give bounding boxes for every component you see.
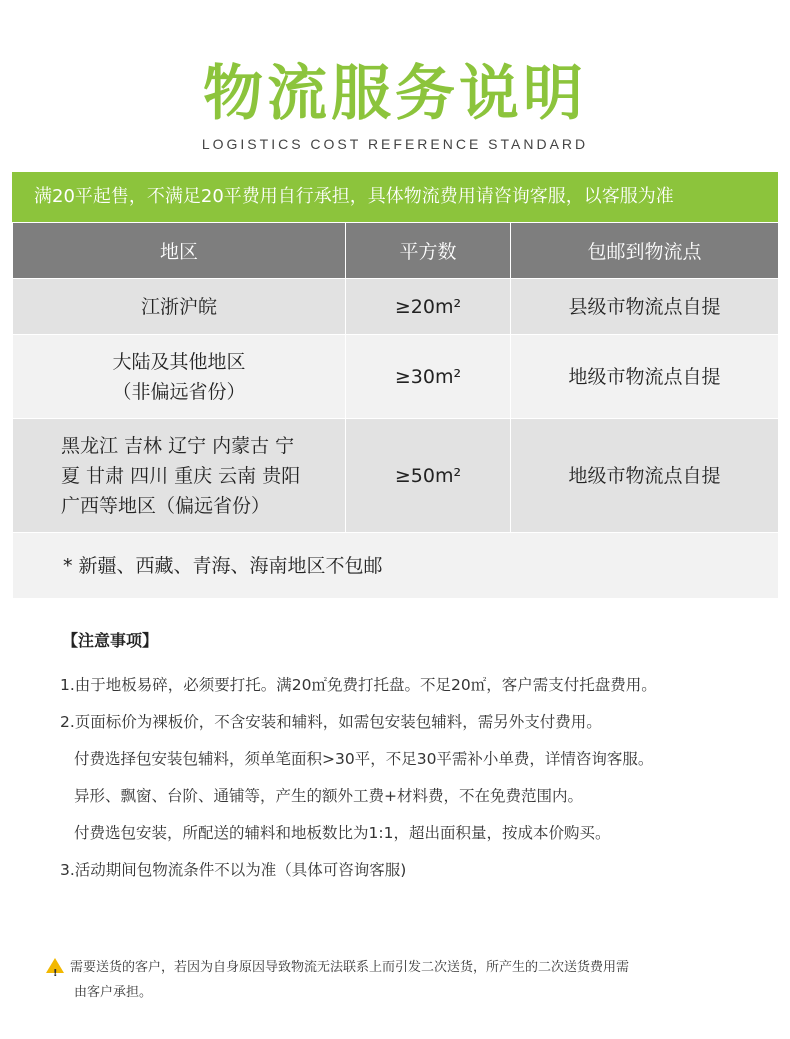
minimum-order-banner: 满20平起售，不满足20平费用自行承担，具体物流费用请咨询客服，以客服为准 <box>12 172 778 222</box>
area-cell: ≥50m² <box>346 419 511 533</box>
logistics-table <box>12 222 779 599</box>
table-row <box>13 279 779 335</box>
table-row <box>13 419 779 533</box>
page-title: 物流服务说明 <box>203 59 587 129</box>
region-cell: 江浙沪皖 <box>13 279 346 335</box>
note-item: 付费选包安装，所配送的辅料和地板数比为1:1，超出面积量，按成本价购买。 <box>74 824 611 842</box>
warning-text: 需要送货的客户，若因为自身原因导致物流无法联系上而引发二次送货，所产生的二次送货费用需 <box>70 960 630 975</box>
delivery-warning <box>46 955 746 1005</box>
area-cell: ≥30m² <box>346 335 511 419</box>
region-line: 黑龙江 吉林 辽宁 内蒙古 宁 <box>61 434 295 457</box>
region-line: 广西等地区（偏远省份） <box>61 494 271 517</box>
table-row <box>13 335 779 419</box>
warning-icon <box>46 958 64 973</box>
region-line: 大陆及其他地区 <box>112 350 246 373</box>
delivery-cell: 地级市物流点自提 <box>511 335 779 419</box>
header-region: 地区 <box>13 223 346 279</box>
notes-title: 【注意事项】 <box>62 631 159 650</box>
delivery-cell: 县级市物流点自提 <box>511 279 779 335</box>
header-area: 平方数 <box>346 223 511 279</box>
page-subtitle: LOGISTICS COST REFERENCE STANDARD <box>201 136 589 152</box>
notes-list <box>60 670 780 892</box>
region-line: 夏 甘肃 四川 重庆 云南 贵阳 <box>61 464 301 487</box>
warning-line: 由客户承担。 <box>74 985 153 1000</box>
note-item: 2.页面标价为裸板价，不含安装和辅料，如需包安装包辅料，需另外支付费用。 <box>60 713 602 731</box>
warning-line <box>46 955 746 980</box>
table-footnote: * 新疆、西藏、青海、海南地区不包邮 <box>13 533 779 599</box>
region-cell <box>13 335 346 419</box>
note-item: 3.活动期间包物流条件不以为准（具体可咨询客服) <box>60 861 407 879</box>
region-line: （非偏远省份） <box>112 380 246 403</box>
note-item: 1.由于地板易碎，必须要打托。满20㎡免费打托盘。不足20㎡，客户需支付托盘费用。 <box>60 676 657 694</box>
area-cell: ≥20m² <box>346 279 511 335</box>
note-item: 付费选择包安装包辅料，须单笔面积>30平，不足30平需补小单费，详情咨询客服。 <box>74 750 654 768</box>
table-header-row <box>13 223 779 279</box>
region-cell <box>13 419 346 533</box>
table-footnote-row <box>13 533 779 599</box>
note-item: 异形、飘窗、台阶、通铺等，产生的额外工费+材料费，不在免费范围内。 <box>74 787 583 805</box>
header-delivery: 包邮到物流点 <box>511 223 779 279</box>
delivery-cell: 地级市物流点自提 <box>511 419 779 533</box>
